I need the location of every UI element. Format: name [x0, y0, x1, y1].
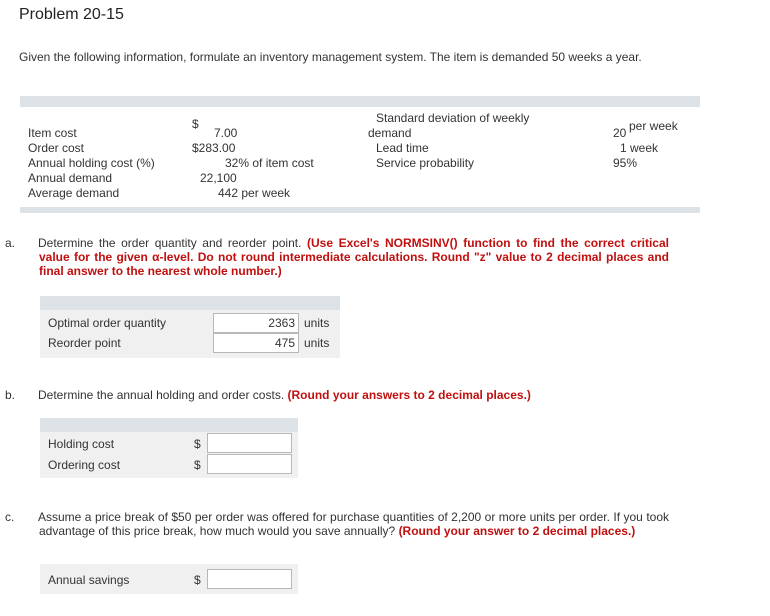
- part-c-instruction: (Round your answer to 2 decimal places.): [398, 524, 636, 538]
- service-probability-value: 95%: [613, 156, 638, 170]
- label-std-dev-line1: Standard deviation of weekly: [376, 111, 530, 125]
- average-demand-value: 442 per week: [218, 186, 291, 200]
- part-b-question: [5, 388, 669, 402]
- ordering-cost-label: Ordering cost: [48, 458, 121, 472]
- label-holding-cost: Annual holding cost (%): [28, 156, 155, 170]
- holding-cost-currency: $: [194, 437, 201, 451]
- part-a-text: Determine the order quantity and reorder point.: [38, 236, 302, 250]
- part-b-answer-panel: [40, 418, 298, 478]
- optimal-order-quantity-input[interactable]: 2363: [213, 313, 299, 333]
- ordering-cost-currency: $: [194, 458, 201, 472]
- std-dev-unit: per week: [629, 119, 678, 133]
- part-a-answer-panel: [40, 296, 340, 358]
- label-item-cost: Item cost: [28, 126, 77, 140]
- part-b-prefix: b.: [5, 388, 16, 402]
- item-cost-dollar: $: [192, 117, 199, 131]
- annual-savings-input[interactable]: [207, 569, 292, 589]
- part-c-text: Assume a price break of $50 per order was offered for purchase quantities of 2,200 or more units per order. If you took advantage of this price break, how much would you save annually?: [38, 510, 669, 538]
- label-annual-demand: Annual demand: [28, 171, 113, 185]
- info-table-bottom-bar: [20, 207, 700, 213]
- label-order-cost: Order cost: [28, 141, 85, 155]
- part-c-prefix: c.: [5, 510, 15, 524]
- part-b-instruction: (Round your answers to 2 decimal places.): [287, 388, 531, 402]
- part-c-question: [5, 510, 669, 538]
- annual-savings-label: Annual savings: [48, 573, 130, 587]
- label-service-probability: Service probability: [376, 156, 475, 170]
- part-a-instruction: (Use Excel's NORMSINV() function to find the correct critical value for the given α-level. Do not round intermediate calculations. Round "z" value to 2 decimal places and final answer to the nearest whole number.): [39, 236, 669, 278]
- reorder-point-input[interactable]: 475: [213, 333, 299, 353]
- reorder-point-unit: units: [304, 336, 330, 350]
- item-cost-value: 7.00: [214, 126, 238, 140]
- part-b-panel-header: [40, 418, 298, 432]
- order-cost-value: $283.00: [192, 141, 236, 155]
- optimal-order-quantity-unit: units: [304, 316, 330, 330]
- part-a-question: [5, 236, 669, 278]
- optimal-order-quantity-label: Optimal order quantity: [48, 316, 167, 330]
- ordering-cost-input[interactable]: [207, 454, 292, 474]
- annual-savings-currency: $: [194, 573, 201, 587]
- std-dev-value: 20: [613, 126, 627, 140]
- info-left-labels: [28, 126, 155, 201]
- holding-cost-label: Holding cost: [48, 437, 115, 451]
- lead-time-value: 1 week: [620, 141, 659, 155]
- label-average-demand: Average demand: [28, 186, 120, 200]
- part-a-prefix: a.: [5, 236, 16, 250]
- label-lead-time: Lead time: [376, 141, 429, 155]
- page-title: Problem 20-15: [19, 6, 124, 23]
- part-a-panel-header: [40, 296, 340, 310]
- part-b-text: Determine the annual holding and order costs.: [38, 388, 285, 402]
- holding-cost-input[interactable]: [207, 433, 292, 453]
- holding-cost-value: 32% of item cost: [225, 156, 314, 170]
- problem-intro: Given the following information, formulate an inventory management system. The item is demanded 50 weeks a year.: [19, 50, 642, 64]
- info-table-top-bar: [20, 96, 700, 107]
- reorder-point-label: Reorder point: [48, 336, 121, 350]
- part-c-answer-panel: [40, 564, 298, 594]
- label-std-dev-line2: demand: [368, 126, 412, 140]
- annual-demand-value: 22,100: [200, 171, 237, 185]
